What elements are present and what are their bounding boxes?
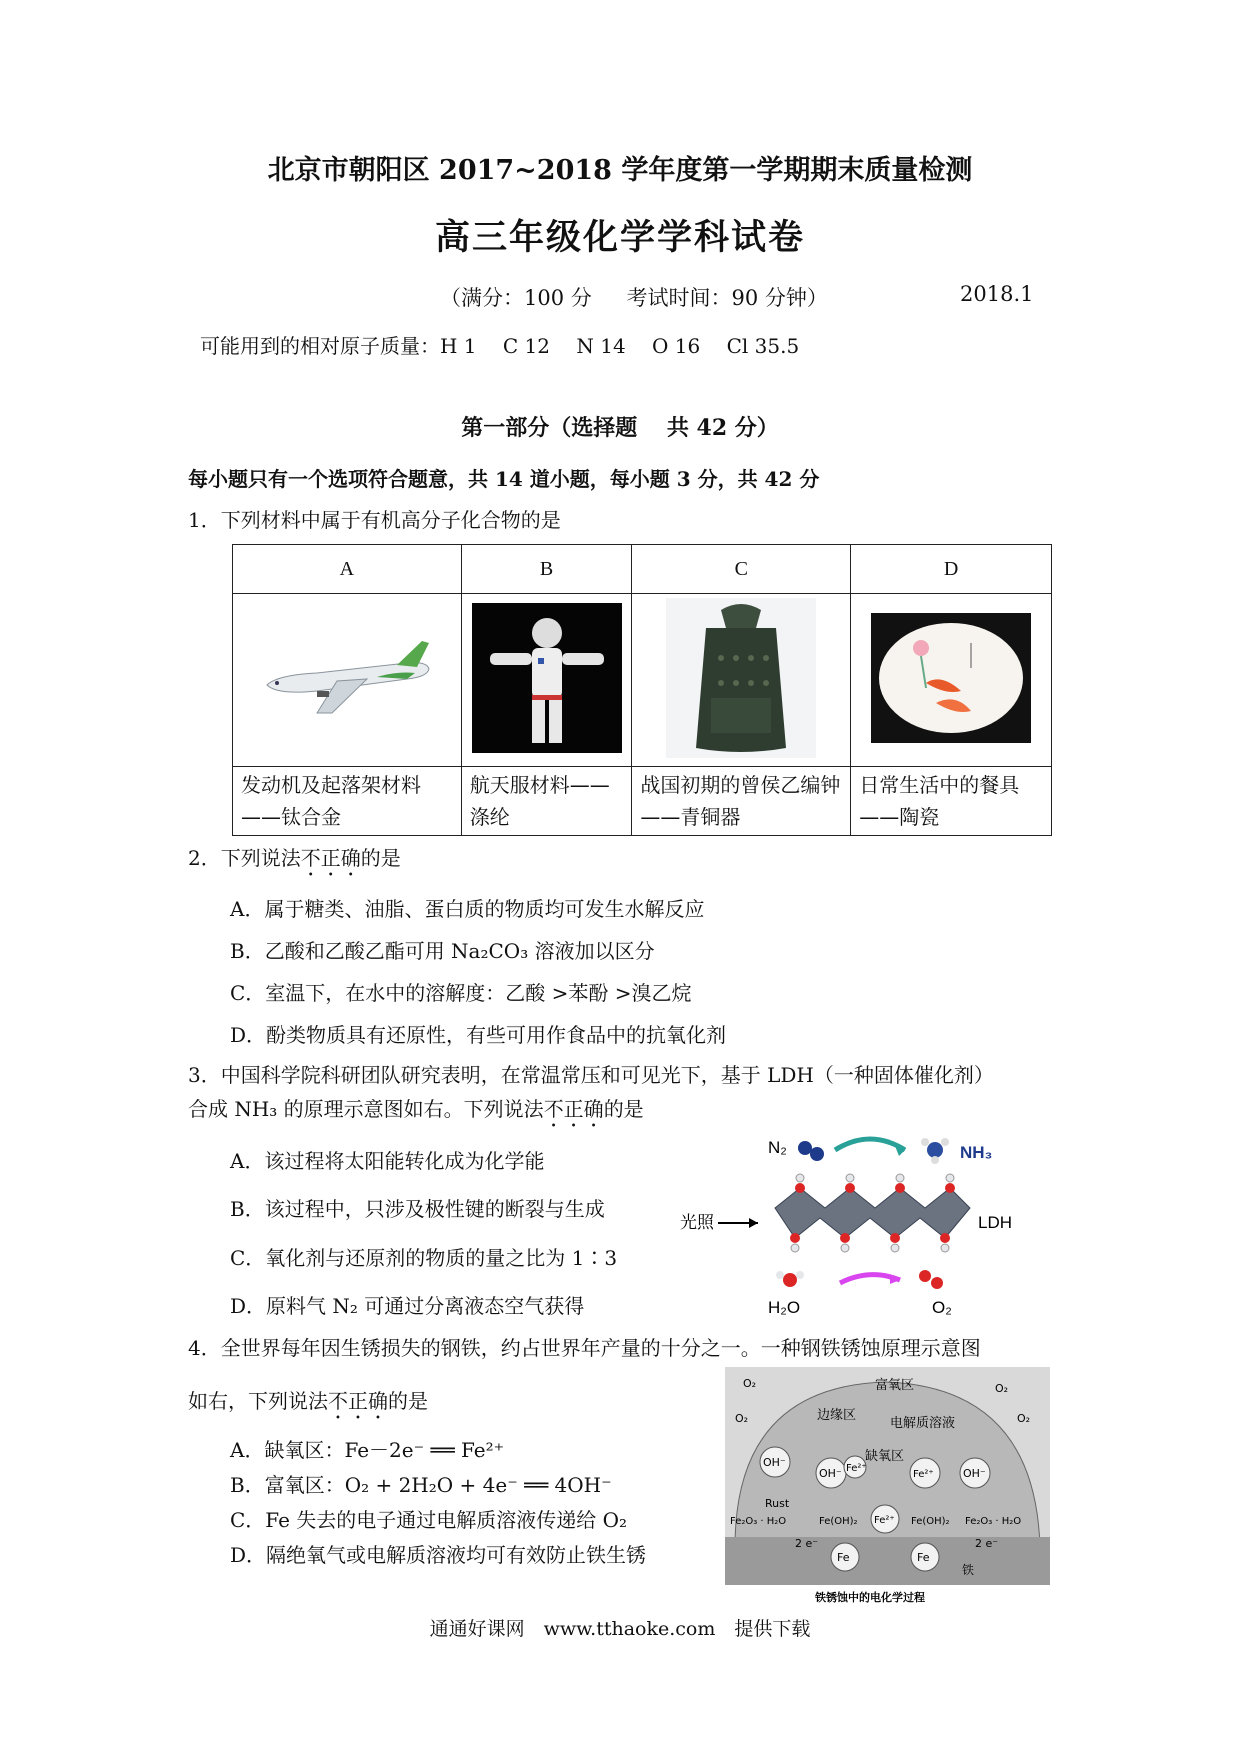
q2-option-a: A．属于糖类、油脂、蛋白质的物质均可发生水解反应 [230,897,705,921]
question-4-stem-line1: 4．全世界每年因生锈损失的钢铁，约占世界年产量的十分之一。一种钢铁锈蚀原理示意图 [188,1336,981,1360]
ldh-label: LDH [978,1213,1013,1232]
electrons-right: 2 e⁻ [975,1537,999,1550]
instruction: 每小题只有一个选项符合题意，共 14 道小题，每小题 3 分，共 42 分 [188,467,820,491]
ldh-lattice [775,1174,970,1252]
q3-option-d: D．原料气 N₂ 可通过分离液态空气获得 [230,1294,585,1318]
caption-a: 发动机及起落架材料——钛合金 [233,767,462,836]
fe-right: Fe [917,1551,930,1564]
poor-oxygen-label: 缺氧区 [865,1449,905,1464]
o2-top-left: O₂ [743,1377,757,1390]
full-score: （满分：100 分 [440,286,592,310]
part-title: 第一部分（选择题 共 42 分） [461,415,779,441]
rust-formula-right: Fe₂O₃ · H₂O [965,1516,1022,1527]
rust-formula-left: Fe₂O₃ · H₂O [730,1516,787,1527]
spacesuit-image [461,594,632,767]
question-1-stem: 1．下列材料中属于有机高分子化合物的是 [188,508,561,532]
caption-b: 航天服材料——涤纶 [461,767,632,836]
ldh-diagram [680,1128,1040,1318]
light-label: 光照 [680,1213,714,1232]
feoh2-left: Fe(OH)₂ [819,1516,858,1527]
exam-title: 北京市朝阳区 2017~2018 学年度第一学期期末质量检测 [267,155,973,186]
question-3-stem-line2: 合成 NH₃ 的原理示意图如右。下列说法不正确的是 [188,1097,644,1121]
question-3-stem-line1: 3．中国科学院科研团队研究表明，在常温常压和可见光下，基于 LDH（一种固体催化剂） [188,1063,994,1087]
oh-3: OH⁻ [963,1467,986,1480]
o2-right: O₂ [1017,1412,1031,1425]
q3-option-a: A．该过程将太阳能转化成为化学能 [230,1149,545,1173]
q2-option-d: D．酚类物质具有还原性，有些可用作食品中的抗氧化剂 [230,1023,727,1047]
fe-left: Fe [837,1551,850,1564]
oh-2: OH⁻ [819,1467,842,1480]
col-b: B [461,545,632,594]
porcelain-plate-image [851,594,1052,767]
figure-caption: 铁锈蚀中的电化学过程 [815,1591,925,1604]
o2-top-right: O₂ [995,1382,1009,1395]
paper-title: 高三年级化学学科试卷 [434,217,805,258]
nh3-label: NH₃ [960,1143,993,1162]
q3-option-b: B．该过程中，只涉及极性键的断裂与生成 [230,1197,605,1221]
caption-d: 日常生活中的餐具——陶瓷 [851,767,1052,836]
o2-left: O₂ [735,1412,749,1425]
fe2-2: Fe²⁺ [913,1469,934,1480]
col-c: C [632,545,851,594]
airplane-image [233,594,462,767]
materials-table [232,544,1052,836]
q3-option-c: C．氧化剂与还原剂的物质的量之比为 1∶3 [230,1246,618,1270]
q2-option-b: B．乙酸和乙酸乙酯可用 Na₂CO₃ 溶液加以区分 [230,939,655,963]
electrolyte-label: 电解质溶液 [890,1416,956,1431]
q4-option-c: C．Fe 失去的电子通过电解质溶液传递给 O₂ [230,1508,628,1532]
fe2-1: Fe²⁺ [846,1463,867,1474]
question-2-stem: 2．下列说法不正确的是 [188,846,401,870]
atomic-masses: 可能用到的相对原子质量：H 1 C 12 N 14 O 16 Cl 35.5 [200,334,800,358]
q4-option-d: D．隔绝氧气或电解质溶液均可有效防止铁生锈 [230,1543,647,1567]
rich-oxygen-label: 富氧区 [875,1378,915,1393]
caption-c: 战国初期的曾侯乙编钟——青铜器 [632,767,851,836]
oh-1: OH⁻ [763,1456,786,1469]
exam-meta [440,282,856,312]
q2-option-c: C．室温下，在水中的溶解度：乙酸 >苯酚 >溴乙烷 [230,981,692,1005]
o2-label: O₂ [932,1298,952,1317]
question-4-stem-line2: 如右，下列说法不正确的是 [188,1389,428,1413]
electrons-left: 2 e⁻ [795,1537,819,1550]
col-a: A [233,545,462,594]
exam-time: 考试时间：90 分钟） [626,286,828,310]
footer: 通通好课网 www.tthaoke.com 提供下载 [429,1618,811,1640]
corrosion-diagram [725,1367,1050,1605]
exam-date: 2018.1 [960,282,1034,306]
n2-label: N₂ [768,1138,787,1157]
h2o-label: H₂O [768,1298,801,1317]
col-d: D [851,545,1052,594]
feoh2-right: Fe(OH)₂ [911,1516,950,1527]
bronze-bell-image [632,594,851,767]
q4-option-a: A．缺氧区：Fe－2e⁻ ══ Fe²⁺ [230,1438,505,1462]
fe2-3: Fe²⁺ [874,1515,895,1526]
rust-label: Rust [765,1497,790,1510]
edge-zone-label: 边缘区 [817,1408,857,1423]
iron-label: 铁 [962,1563,975,1577]
q4-option-b: B．富氧区：O₂ + 2H₂O + 4e⁻ ══ 4OH⁻ [230,1473,612,1497]
